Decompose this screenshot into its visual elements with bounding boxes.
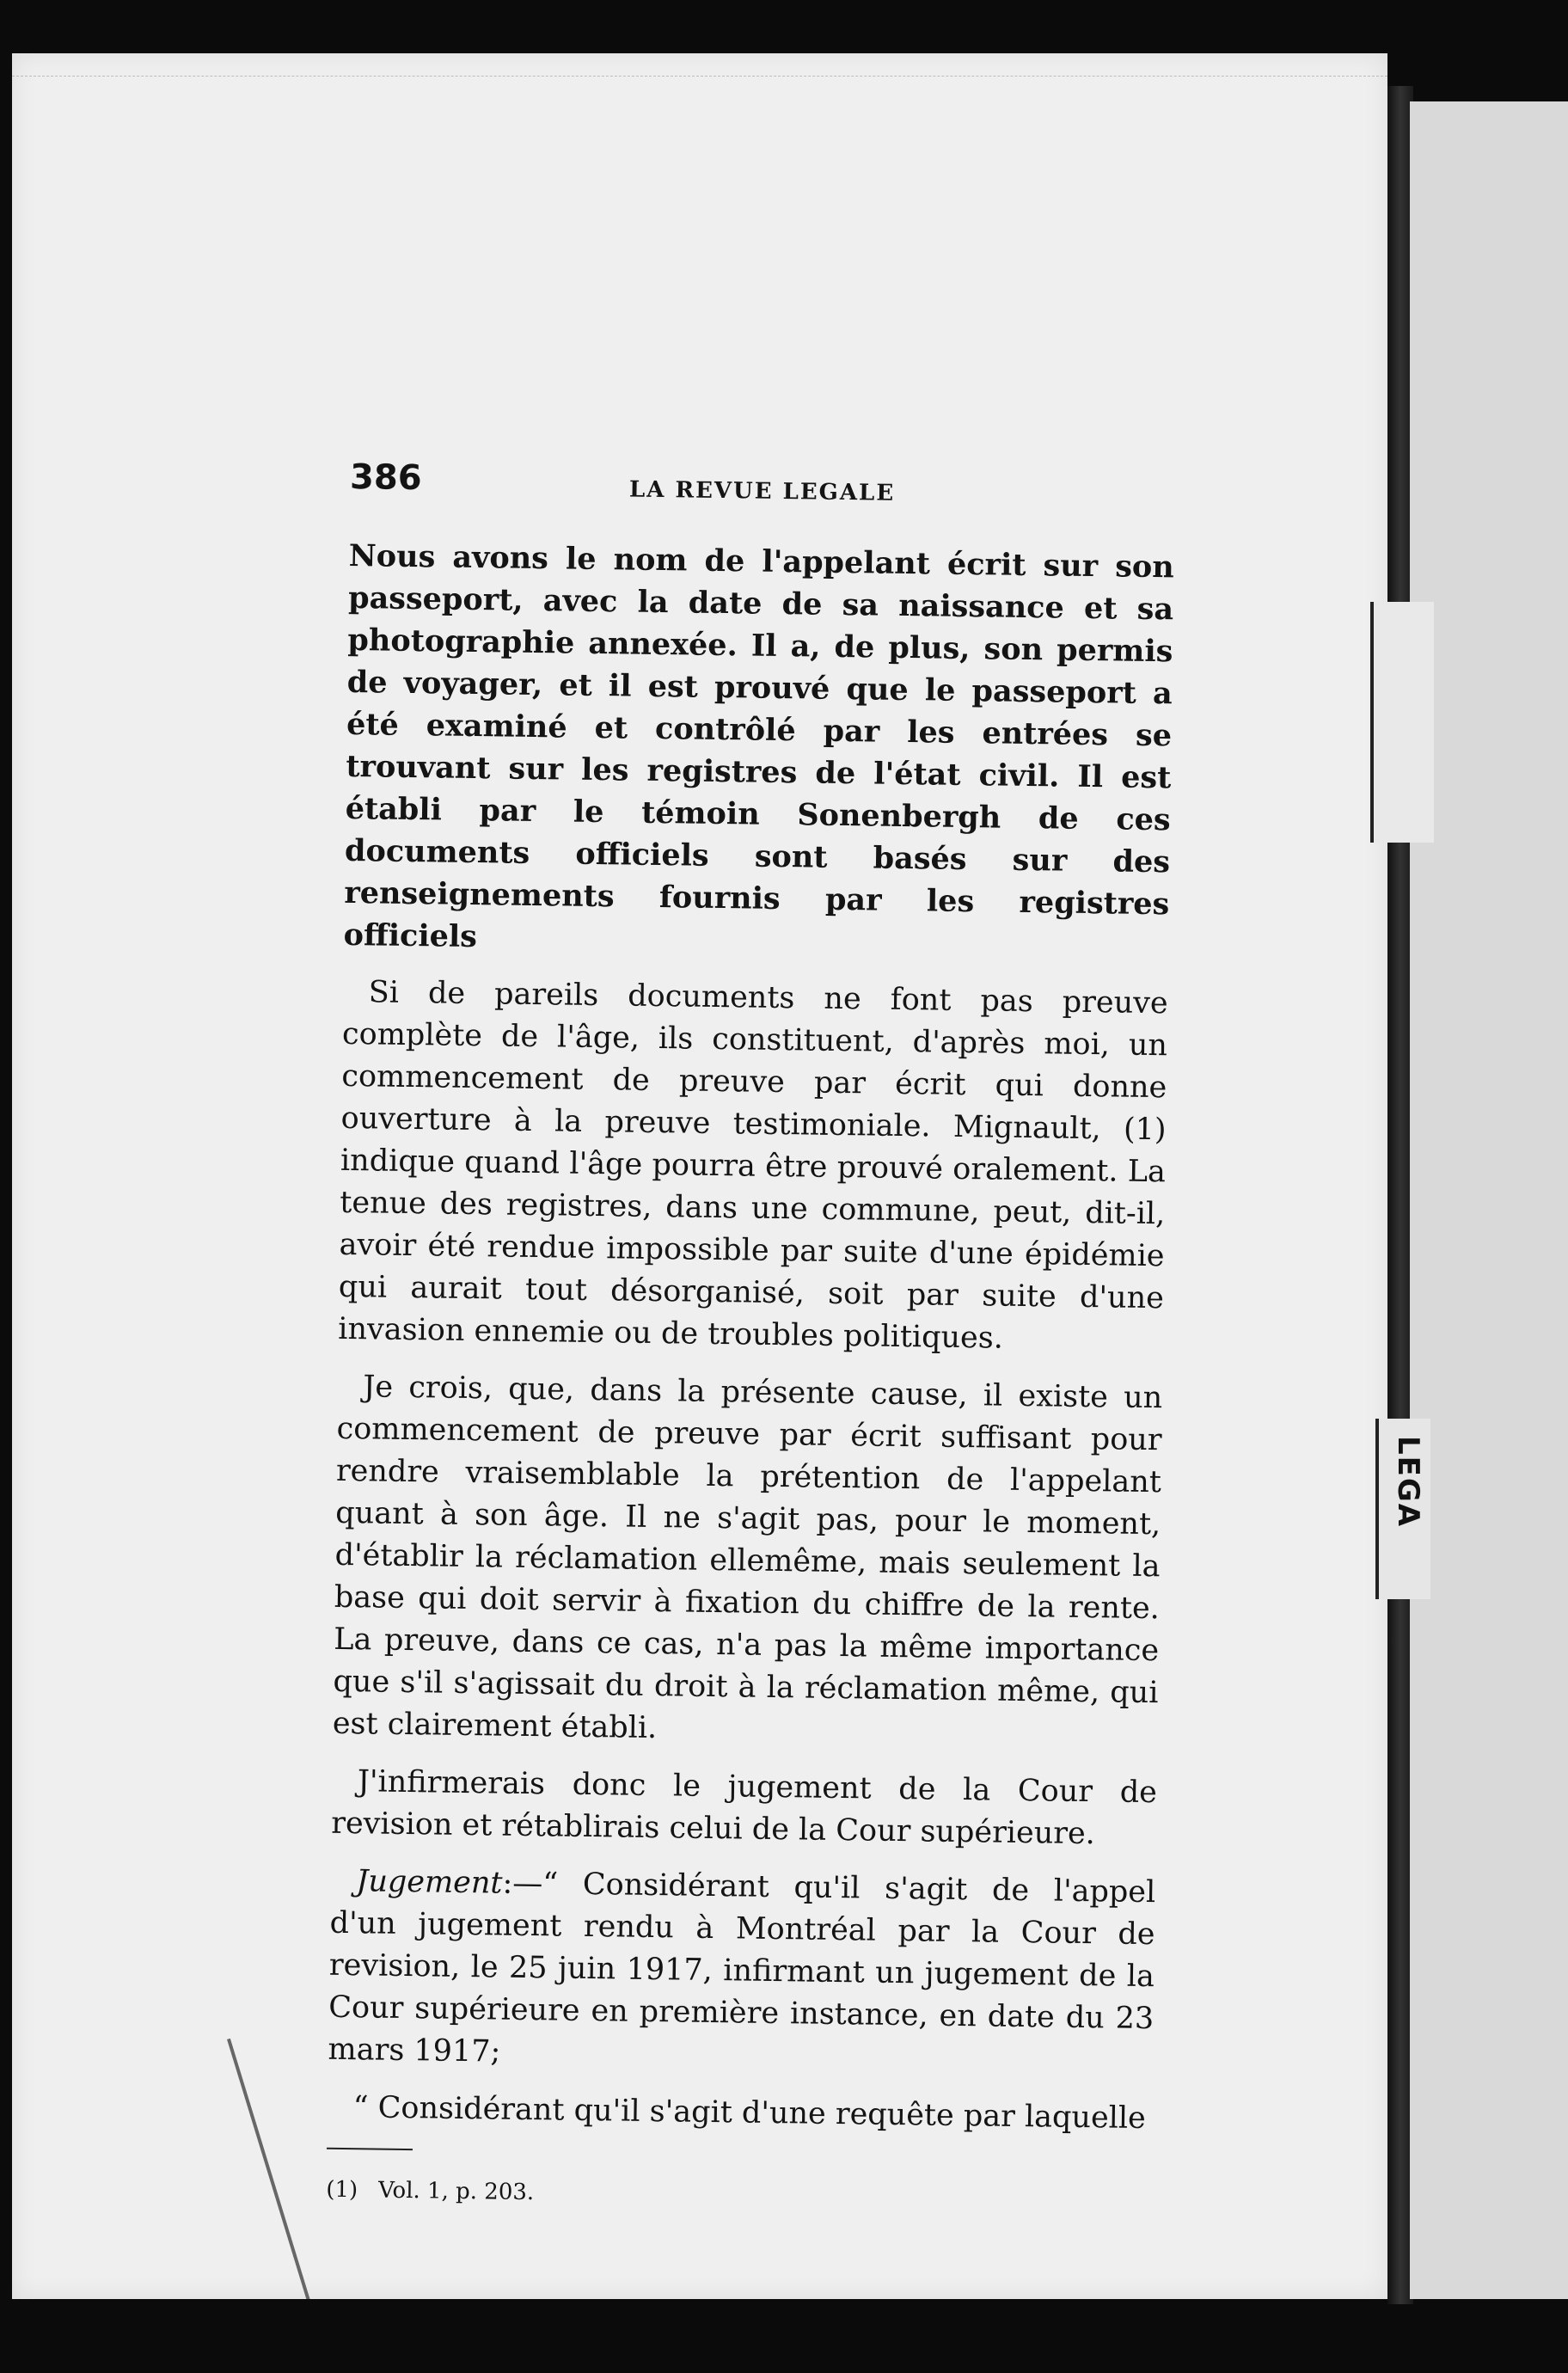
- page-header: [350, 457, 1176, 520]
- footnote-text: Vol. 1, p. 203.: [377, 2177, 535, 2206]
- paper-scratch: [227, 2039, 326, 2299]
- paragraph-3: Je crois, que, dans la présente cause, il existe un commencement de preuve par écrit suffisant pour rendre vraisemblable la prétention de l'appelant quant à son âge. Il ne s'agit pas, pour le moment, d'établir la réclamation ellemême, mais seulement la base qui doit servir à fixation du chiffre de la rente. La preuve, dans ce cas, n'a pas la même importance que s'il s'agissait du droit à la réclamation même, qui est clairement établi.: [332, 1370, 1163, 1746]
- footnote-rule: [327, 2148, 413, 2150]
- torn-paper-patch: [1370, 602, 1434, 843]
- paragraph-last: “ Considérant qu'il s'agit d'une requête par laquelle: [352, 2090, 1147, 2137]
- page-crease: [12, 53, 1387, 77]
- footnote-marker: (1): [326, 2176, 358, 2204]
- paragraph-2: Si de pareils documents ne font pas preuve complète de l'âge, ils constituent, d'après moi, un commencement de preuve par écrit qui donne ouverture à la preuve testimoniale. Mignault, (1) indique quand l'âge pourra être prouvé oralement. La tenue des registres, dans une commune, peut, dit-il, avoir été rendue impossible par suite d'une épidémie qui aurait tout désorganisé, soit par suite d'une invasion ennemie ou de troubles politiques.: [338, 975, 1168, 1356]
- page-number: 386: [349, 457, 422, 499]
- page-body: [326, 535, 1174, 2216]
- judgment-text: “ Considérant qu'il s'agit de l'appel d'un jugement rendu à Montréal par la Cour de revision, le 25 juin 1917, infirmant un jugement de la Cour supérieure en première instance, en date du 23 mars 1917;: [328, 1867, 1156, 2069]
- adjacent-page: [1410, 101, 1568, 2299]
- footnote: [326, 2175, 1151, 2216]
- judgment-separator: :—: [502, 1866, 543, 1902]
- judgment-label: Jugement: [356, 1864, 503, 1901]
- judgment-paragraph: [328, 1861, 1155, 2082]
- paragraph-1: Nous avons le nom de l'appelant écrit sur son passeport, avec la date de sa naissance et sa photographie annexée. Il a, de plus, son permis de voyager, et il est prouvé que le passeport a été examiné et contrôlé par les entrées se trouvant sur les registres de l'état civil. Il est établi par le témoin Sonenbergh de ces documents officiels sont basés sur des renseignements fournis par les registres officiels: [343, 537, 1175, 955]
- running-title: LA REVUE LEGALE: [628, 476, 896, 506]
- side-tab-label: LEGA: [1391, 1436, 1425, 1529]
- scanned-page: [12, 53, 1387, 2299]
- paragraph-4: J'infirmerais donc le jugement de la Cour de revision et rétablirais celui de la Cour supérieure.: [330, 1764, 1158, 1852]
